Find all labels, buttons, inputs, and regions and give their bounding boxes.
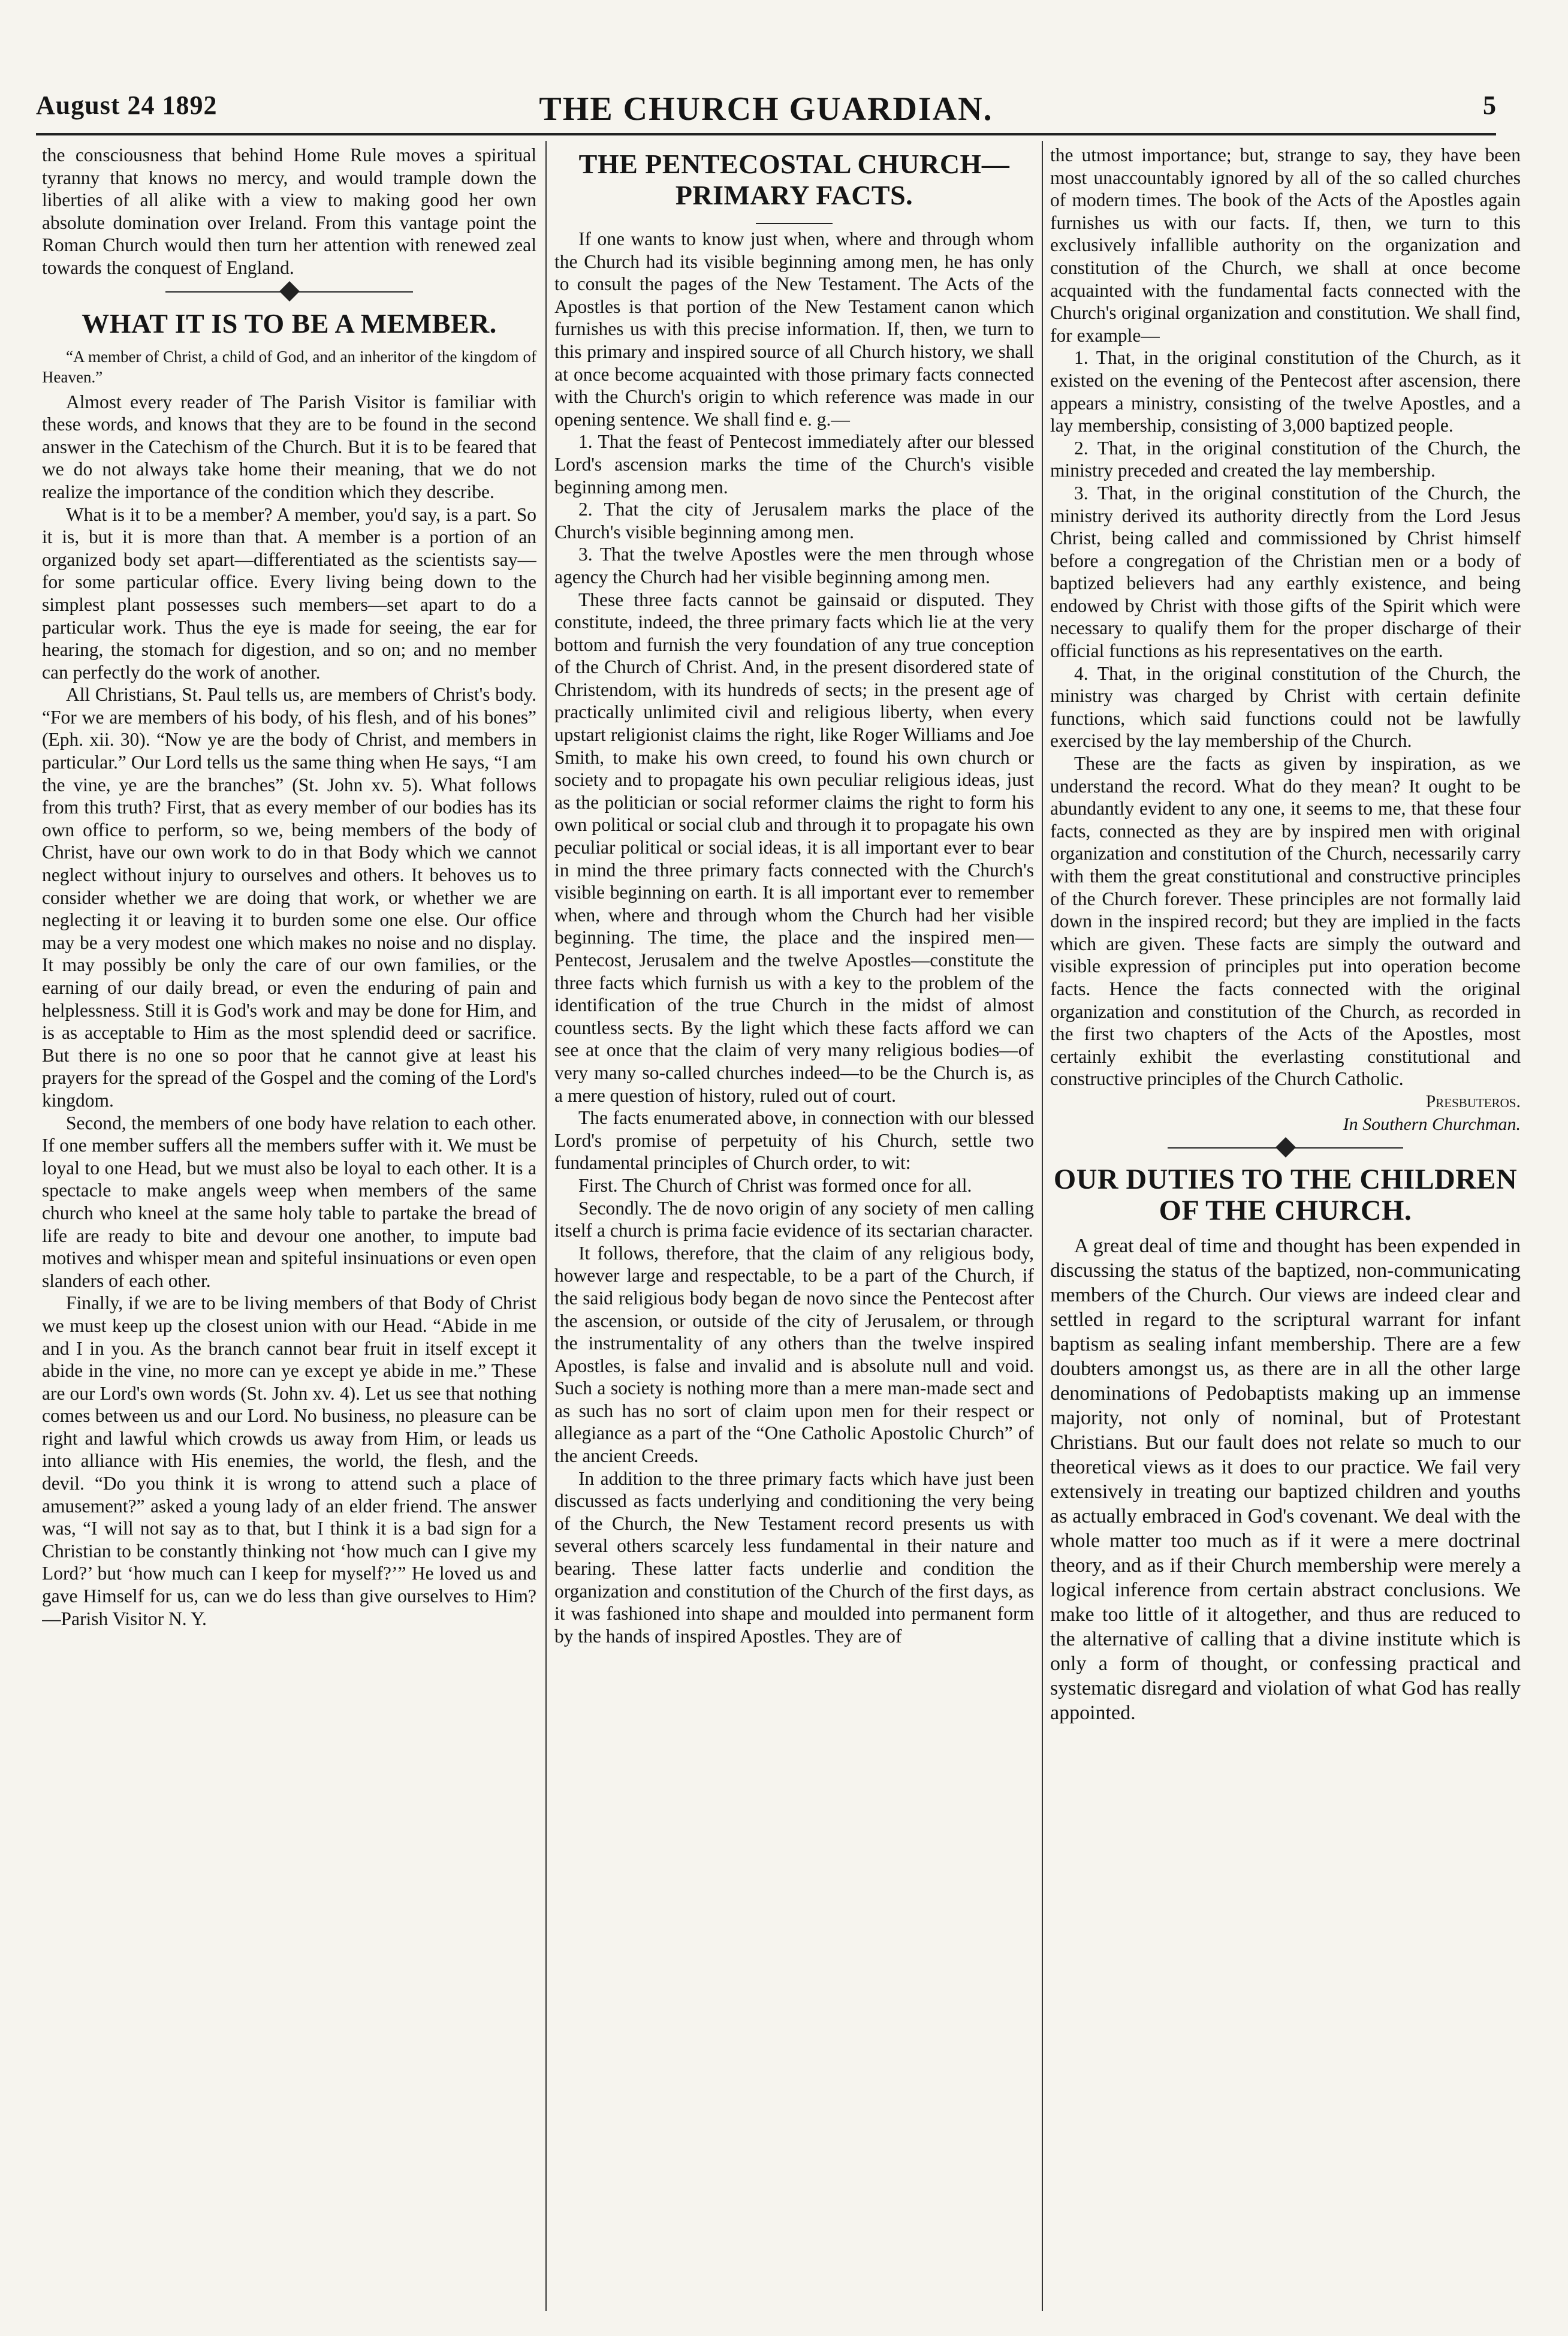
paragraph: The facts enumerated above, in connection with our blessed Lord's promise of perpetuity of his Church, settle two fundamental principles of Church order, to wit:: [554, 1107, 1034, 1174]
author-signature: Presbuteros.: [1425, 1091, 1521, 1111]
source-credit: [1050, 1113, 1521, 1136]
paragraph: 2. That, in the original constitution of the Church, the ministry preceded and created the lay membership.: [1050, 437, 1521, 481]
section-ornament: [42, 279, 536, 303]
paragraph: In addition to the three primary facts which have just been discussed as facts underlying and conditioning the very being of the Church, the New Testament record presents us with several others scarcely less fundamental in their nature and bearing. These latter facts underlie and condition the organization and constitution of the Church of the first days, as it was fashioned into shape and moulded into permanent form by the hands of inspired Apostles. They are of: [554, 1467, 1034, 1647]
paragraph: 1. That the feast of Pentecost immediately after our blessed Lord's ascension marks the time of the Church's visible beginning among men.: [554, 431, 1034, 498]
column-2: [554, 144, 1034, 2308]
paragraph: These are the facts as given by inspiration, as we understand the record. What do they mean? It ought to be abundantly evident to any one, it seems to me, that these four facts, connected as they are by inspired men with original organization and constitution of the Church, necessarily carry with them the great constitutional and constructive principles of the Church forever. These principles are not formally laid down in the inspired record; but they are implied in the facts which are given. These facts are simply the outward and visible expression of principles put into operation become facts. Hence the facts connected with the original organization and constitution of the Church, as recorded in the first two chapters of the Acts of the Apostles, most certainly exhibit the everlasting constitutional and constructive principles of the Church Catholic.: [1050, 753, 1521, 1090]
issue-date: August 24 1892: [36, 91, 218, 120]
masthead: [36, 90, 1496, 126]
paragraph: What is it to be a member? A member, you'd say, is a part. So it is, but it is more than that. A member is a portion of an organized body set apart—differentiated as the scientists say—for some particular office. Every living being down to the simplest plant possesses such members—set apart to do a particular work. Thus the eye is made for seeing, the ear for hearing, the stomach for digestion, and so on; and no member can perfectly do the work of another.: [42, 504, 536, 683]
article-continuation: the consciousness that behind Home Rule moves a spiritual tyranny that knows no mercy, and would trample down the liberties of all alike with a view to making good her own absolute domination over Ireland. From this vantage point the Roman Church would then turn her attention with renewed zeal towards the conquest of England.: [42, 144, 536, 278]
paragraph: 1. That, in the original constitution of the Church, as it existed on the evening of the Pentecost after ascension, there appears a ministry, consisting of the twelve Apostles, and a lay membership, consisting of 3,000 baptized people.: [1050, 347, 1521, 436]
heading-rule: [554, 218, 1034, 228]
paragraph: the utmost importance; but, strange to say, they have been most unaccountably ignored by all of the so called churches of modern times. The book of the Acts of the Apostles again furnishes us with our facts. If, then, we turn to this exclusively infallible authority on the organization and constitution of the Church, we shall at once become acquainted with the fundamental facts connected with the Church's original organization and constitution. We shall find, for example—: [1050, 144, 1521, 346]
column-divider: [1042, 141, 1043, 2311]
paragraph: Secondly. The de novo origin of any society of men calling itself a church is prima facie evidence of its sectarian character.: [554, 1197, 1034, 1241]
paragraph: 3. That, in the original constitution of the Church, the ministry derived its authority directly from the Lord Jesus Christ, being called and commissioned by Christ himself before a congregation of the Christian men or a body of baptized believers had any earthly existence, and being endowed by Christ with those gifts of the Spirit which were necessary to qualify them for the proper discharge of their official functions as his representatives on the earth.: [1050, 482, 1521, 662]
paragraph: If one wants to know just when, where and through whom the Church had its visible beginning among men, he has only to consult the pages of the New Testament. The Acts of the Apostles is that portion of the New Testament canon which furnishes us with this precise information. If, then, we turn to this primary and inspired source of all Church history, we shall at once become acquainted with those primary facts connected with the Church's origin to which reference was made in our opening sentence. We shall find e. g.—: [554, 228, 1034, 430]
masthead-rule: [36, 133, 1496, 135]
article-heading-pentecostal: THE PENTECOSTAL CHURCH—PRIMARY FACTS.: [578, 149, 1010, 210]
paragraph: These three facts cannot be gainsaid or disputed. They constitute, indeed, the three primary facts which lie at the very bottom and furnish the very foundation of any true conception of the Church of Christ. And, in the present disordered state of Christendom, with its hundreds of sects; in the present age of practically unlimited civil and religious liberty, when every upstart religionist claims the right, like Roger Williams and Joe Smith, to make his own creed, to found his own church or society and to propagate his own peculiar religious ideas, just as the politician or social reformer claims the right to form his own political or social club and through it to propagate his own peculiar political or social ideas, it is all important ever to bear in mind the three primary facts connected with the Church's visible beginning on earth. It is all important ever to remember when, where and through whom the Church had her visible beginning. The time, the place and the inspired men—Pentecost, Jerusalem and the twelve Apostles—constitute the three facts which furnish us with a key to the problem of the identification of the true Church in the midst of almost countless sects. By the light which these facts afford we can see at once that the claim of very many religious bodies—of very many so-called churches indeed—to be the Church is, as a mere question of history, ruled out of court.: [554, 589, 1034, 1106]
paragraph: 2. That the city of Jerusalem marks the place of the Church's visible beginning among men.: [554, 499, 1034, 542]
paragraph: Second, the members of one body have relation to each other. If one member suffers all the members suffer with it. We must be loyal to one Head, but we must also be loyal to each other. It is a spectacle to make angels weep when members of the same church who kneel at the same holy table to partake the bread of life are ready to bite and devour one another, to impute bad motives and whisper mean and spiteful insinuations or even open slanders of each other.: [42, 1112, 536, 1291]
column-1: [42, 144, 536, 2308]
column-3: [1050, 144, 1521, 2308]
newspaper-title: THE CHURCH GUARDIAN.: [539, 91, 993, 128]
page-number: 5: [1483, 91, 1496, 120]
epigraph: “A member of Christ, a child of God, and an inheritor of the kingdom of Heaven.”: [42, 347, 536, 386]
source-credit-text: In Southern Churchman.: [1343, 1114, 1521, 1134]
paragraph: A great deal of time and thought has been expended in discussing the status of the baptized, non-communicating members of the Church. Our views are indeed clear and settled in regard to the scriptural warrant for infant baptism as sealing infant membership. There are a few doubters amongst us, as there are in all the other large denominations of Pedobaptists making up an immense majority, not only of nominal, but of Protestant Christians. But our fault does not relate so much to our theoretical views as it does to our practice. We fail very extensively in treating our baptized children and youths as actually embraced in God's covenant. We deal with the whole matter too much as if it were a mere doctrinal theory, and as if their Church membership were merely a logical inference from certain abstract conclusions. We make too little of it altogether, and thus are reduced to the alternative of calling that a divine institute which is only a form of thought, or confessing practical and systematic disregard and violation of what God has really appointed.: [1050, 1235, 1521, 1725]
paragraph: It follows, therefore, that the claim of any religious body, however large and respectable, to be a part of the Church, if the said religious body began de novo since the Pentecost after the ascension, or outside of the city of Jerusalem, or through the instrumentality of any others than the twelve inspired Apostles, is false and invalid and is absolute null and void. Such a society is nothing more than a mere man-made sect and as such has no sort of claim upon men for their respect or allegiance as a part of the “One Catholic Apostolic Church” of the ancient Creeds.: [554, 1242, 1034, 1467]
section-ornament: [1050, 1135, 1521, 1159]
paragraph: 3. That the twelve Apostles were the men through whose agency the Church had her visible beginning among men.: [554, 544, 1034, 587]
paragraph: 4. That, in the original constitution of the Church, the ministry was charged by Christ with certain definite functions, which said functions could not be lawfully exercised by the lay membership of the Church.: [1050, 662, 1521, 752]
paragraph: First. The Church of Christ was formed once for all.: [578, 1174, 972, 1196]
article-heading-duties: OUR DUTIES TO THE CHILDREN OF THE CHURCH.: [1053, 1164, 1518, 1227]
paragraph: Almost every reader of The Parish Visitor is familiar with these words, and knows that they are to be found in the second answer in the Catechism of the Church. But it is to be feared that we do not always take home their meaning, that we do not realize the importance of the condition which they describe.: [42, 391, 536, 502]
column-divider: [545, 141, 547, 2311]
article-heading-member: WHAT IT IS TO BE A MEMBER.: [82, 308, 497, 339]
paragraph: Finally, if we are to be living members of that Body of Christ we must keep up the closest union with our Head. “Abide in me and I in you. As the branch cannot bear fruit in itself except it abide in the vine, no more can ye except ye abide in me.” These are our Lord's own words (St. John xv. 4). Let us see that nothing comes between us and our Lord. No business, no pleasure can be right and lawful which crowds us away from Him, or leads us into alliance with His enemies, the world, the flesh, and the devil. “Do you think it is wrong to attend such a place of amusement?” asked a young lady of an elder friend. The answer was, “I will not say as to that, but I think it is a bad sign for a Christian to be constantly thinking not ‘how much can I give my Lord?’ but ‘how much can I keep for myself?’” He loved us and gave Himself for us, can we do less than give ourselves to Him?—Parish Visitor N. Y.: [42, 1292, 536, 1629]
paragraph: All Christians, St. Paul tells us, are members of Christ's body. “For we are members of his body, of his flesh, and of his bones” (Eph. xii. 30). “Now ye are the body of Christ, and members in particular.” Our Lord tells us the same thing when He says, “I am the vine, ye are the branches” (St. John xv. 5). What follows from this truth? First, that as every member of our bodies has its own office to perform, so we, being members of the body of Christ, have our own work to do in that Body which we cannot neglect without injury to ourselves and others. It behoves us to consider whether we are doing that work, or whether we are neglecting it or leaving it to burden some one else. Our office may be a very modest one which makes no noise and no display. It may possibly be only the care of our own families, or the earning of our daily bread, or even the enduring of pain and helplessness. Still it is God's work and may be done for Him, and is as acceptable to Him as the most splendid deed or sacrifice. But there is no one so poor that he cannot give at least his prayers for the spread of the Gospel and the coming of the Lord's kingdom.: [42, 684, 536, 1111]
